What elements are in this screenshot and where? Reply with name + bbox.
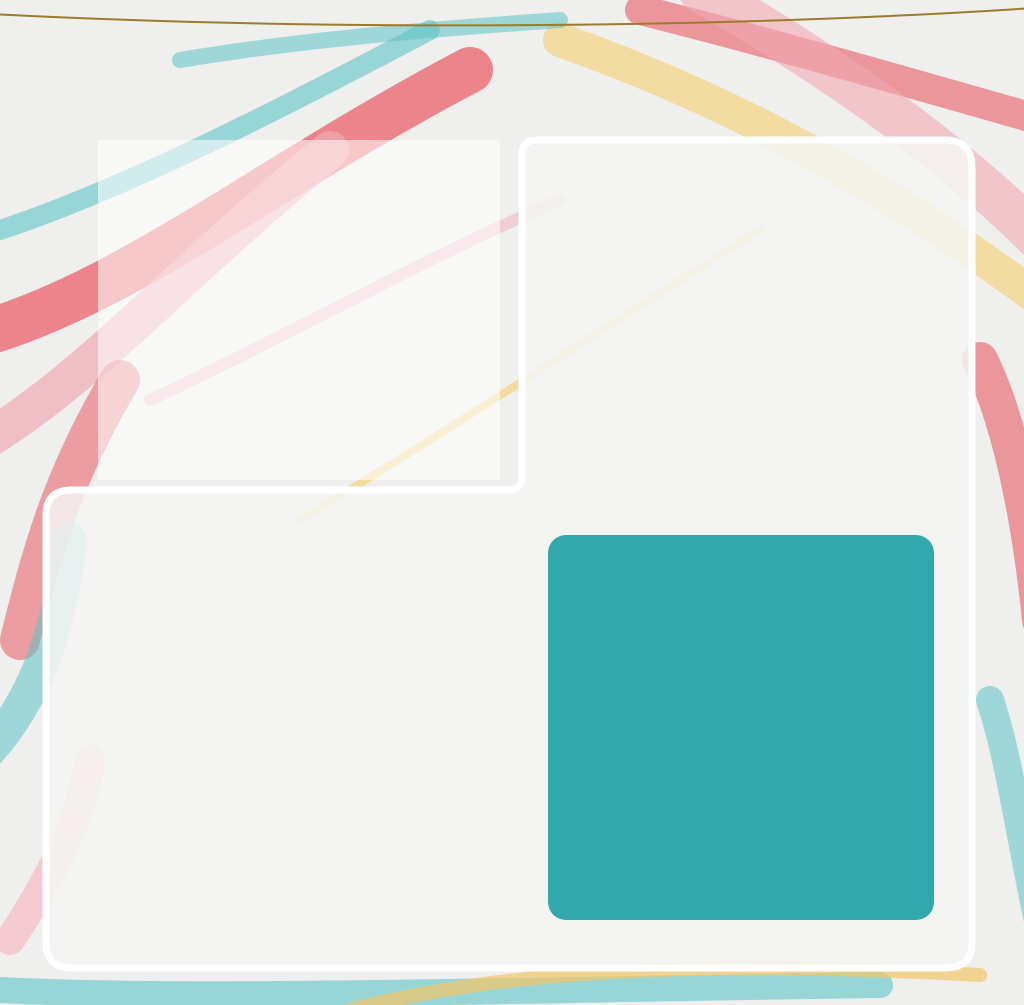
experiences-box	[548, 535, 934, 920]
